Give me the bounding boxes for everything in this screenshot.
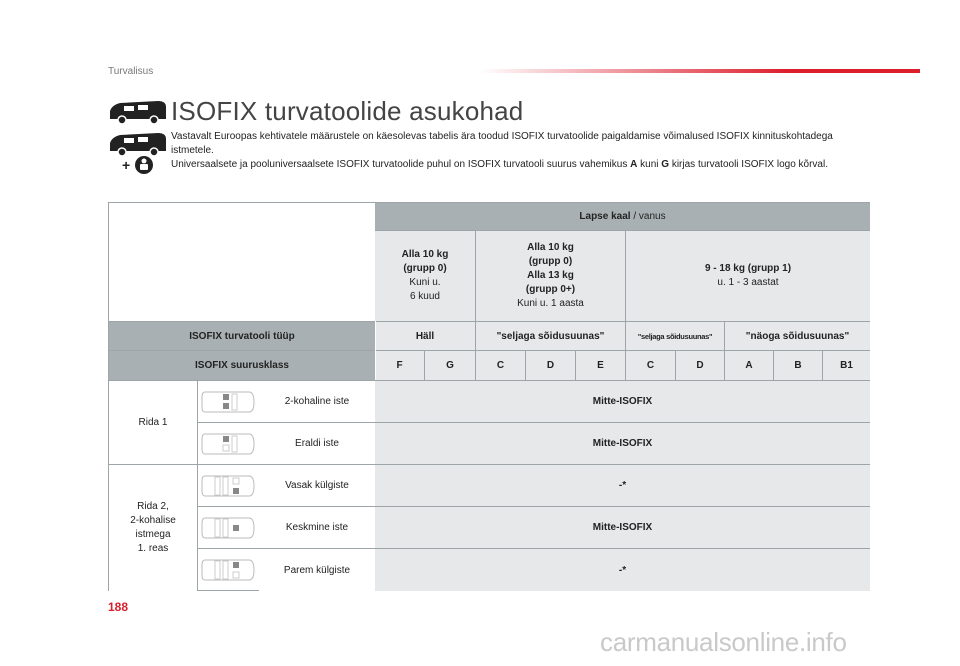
intro-paragraph-1: Vastavalt Euroopas kehtivatele määrustele on käesolevas tabelis ära toodud ISOFIX turvatoolide paigaldamise võimalused ISOFIX kinnituskohtadega istmetele.	[171, 131, 833, 156]
svg-text:+: +	[122, 157, 131, 173]
seat-name: Keskmine iste	[259, 507, 375, 548]
table-cell-value: Mitte-ISOFIX	[375, 381, 870, 422]
seat-diagram-icon	[201, 389, 255, 415]
type-cell: "seljaga sõidusuunas"	[626, 322, 724, 351]
group-header: Alla 10 kg (grupp 0) Alla 13 kg (grupp 0+) Kuni u. 1 aasta	[476, 230, 625, 322]
size-cell: F	[375, 351, 424, 380]
table-cell-value: Mitte-ISOFIX	[375, 423, 870, 464]
size-cell: D	[676, 351, 724, 380]
size-cell: A	[725, 351, 773, 380]
type-cell: Häll	[375, 322, 475, 351]
age-header: Lapse kaal / vanus	[375, 203, 870, 230]
table-corner	[109, 203, 375, 321]
type-cell: "seljaga sõidusuunas"	[476, 322, 625, 351]
page-title: ISOFIX turvatoolide asukohad	[171, 96, 524, 126]
size-cell: C	[476, 351, 525, 380]
seat-name: Eraldi iste	[259, 423, 375, 464]
seat-diagram-icon	[201, 515, 255, 541]
isofix-logo-icon	[122, 154, 154, 176]
size-cell: D	[526, 351, 575, 380]
table-cell-value: Mitte-ISOFIX	[375, 507, 870, 548]
row-group-label: Rida 2, 2-kohalise istmega 1. reas	[109, 465, 197, 591]
group-header: 9 - 18 kg (grupp 1) u. 1 - 3 aastat	[626, 230, 870, 322]
size-cell: C	[626, 351, 675, 380]
size-label: ISOFIX suurusklass	[109, 351, 375, 380]
seat-diagram-icon	[201, 473, 255, 499]
seat-diagram-icon	[201, 557, 255, 583]
size-cell: E	[576, 351, 625, 380]
isofix-table	[108, 202, 870, 591]
seat-name: Vasak külgiste	[259, 465, 375, 506]
size-cell: B1	[823, 351, 870, 380]
seat-name: Parem külgiste	[259, 549, 375, 591]
intro-text	[171, 130, 861, 172]
header-divider	[480, 69, 920, 73]
group-header: Alla 10 kg (grupp 0) Kuni u. 6 kuud	[375, 230, 475, 322]
van-icon	[108, 99, 168, 125]
size-cell: G	[425, 351, 475, 380]
seat-name: 2-kohaline iste	[259, 381, 375, 422]
seat-diagram-icon	[201, 431, 255, 457]
intro-paragraph-2: Universaalsete ja pooluniversaalsete ISOFIX turvatoolide puhul on ISOFIX turvatooli suurus vahemikus A kuni G kirjas turvatooli ISOFIX logo kõrval.	[171, 159, 828, 170]
type-cell: "näoga sõidusuunas"	[725, 322, 870, 351]
row-group-label: Rida 1	[109, 381, 197, 464]
watermark: carmanualsonline.info	[600, 627, 847, 657]
table-cell-value: -*	[375, 465, 870, 506]
size-cell: B	[774, 351, 822, 380]
page-number: 188	[108, 600, 129, 614]
table-cell-value: -*	[375, 549, 870, 591]
section-title: Turvalisus	[108, 66, 154, 77]
type-label: ISOFIX turvatooli tüüp	[109, 322, 375, 351]
